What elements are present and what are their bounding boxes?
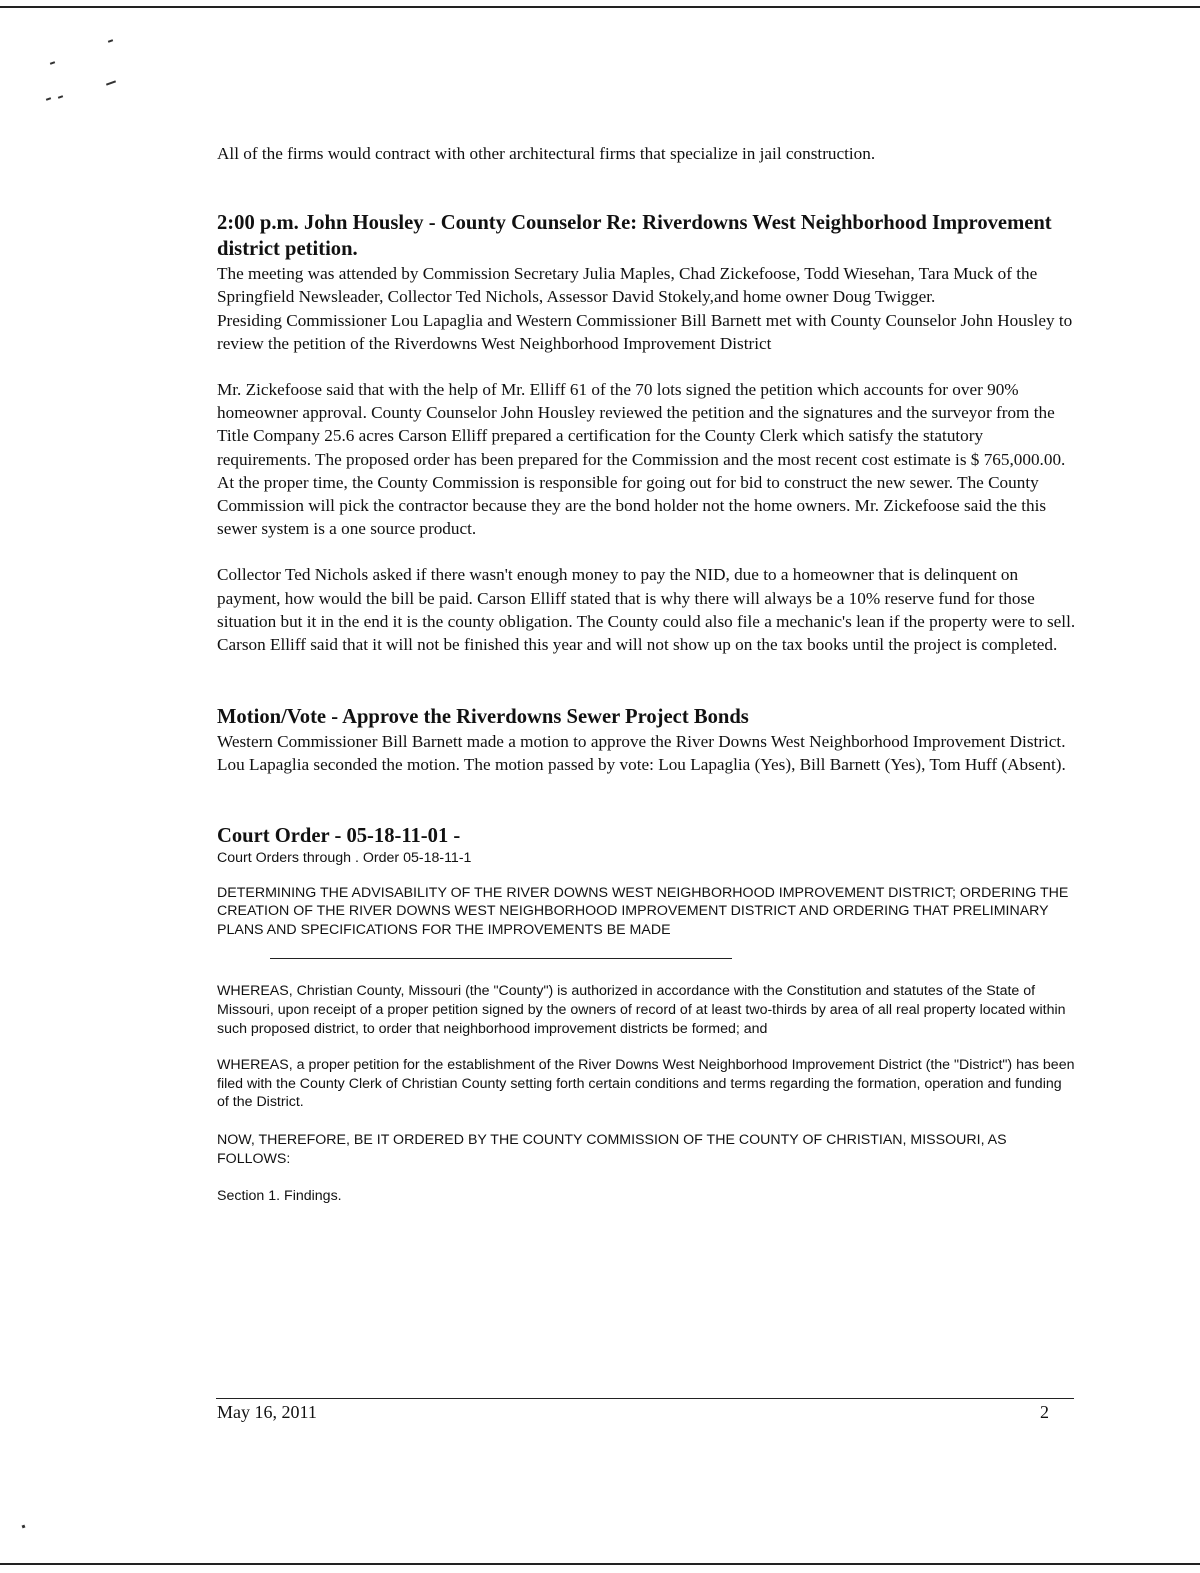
footer-date: May 16, 2011 xyxy=(217,1402,317,1422)
court-order-title: DETERMINING THE ADVISABILITY OF THE RIVER DOWNS WEST NEIGHBORHOOD IMPROVEMENT DISTRICT; ORDERING THE CREATION OF THE RIVER DOWNS WEST NEIGHBORHOOD IMPROVEMENT DISTRICT AND ORDERING THAT PRELIMINARY PLANS AND SPECIFICATIONS FOR THE IMPROVEMENTS BE MADE xyxy=(217,884,1069,938)
petition-paragraph: Mr. Zickefoose said that with the help of Mr. Elliff 61 of the 70 lots signed the petition which accounts for over 90% homeowner approval. County Counselor John Housley reviewed the petition and the signatures and the surveyor from the Title Company 25.6 acres Carson Elliff prepared a certification for the County Clerk which satisfy the statutory requirements. The proposed order has been prepared for the Commission and the most recent cost estimate is $ 765,000.00. At the proper time, the County Commission is responsible for going out for bid to construct the new sewer. The County Commission will pick the contractor because they are the bond holder not the home owners. Mr. Zickefoose said the this sewer system is a one source product. xyxy=(217,380,1066,539)
page-number: 2 xyxy=(1040,1402,1049,1422)
motion-paragraph: Western Commissioner Bill Barnett made a motion to approve the River Downs West Neighborhood Improvement District. Lou Lapaglia seconded the motion. The motion passed by vote: Lou Lapaglia (Yes), Bill Barnett (Yes), Tom Huff (Absent). xyxy=(217,732,1066,775)
document-body xyxy=(217,142,1077,1206)
whereas-authority-paragraph: WHEREAS, Christian County, Missouri (the "County") is authorized in accordance with the Constitution and statutes of the State of Missouri, upon receipt of a proper petition signed by the owners of record of at least two-thirds by area of all real property located within such proposed district, to order that neighborhood improvement districts be formed; and xyxy=(217,983,1066,1037)
scan-specks xyxy=(30,30,150,120)
court-order-heading: Court Order - 05-18-11-01 - xyxy=(217,824,461,847)
section-1-heading: Section 1. Findings. xyxy=(217,1188,342,1205)
purpose-paragraph: Presiding Commissioner Lou Lapaglia and Western Commissioner Bill Barnett met with County Counselor John Housley to review the petition of the Riverdowns West Neighborhood Improvement District xyxy=(217,310,1073,353)
collector-paragraph: Collector Ted Nichols asked if there wasn't enough money to pay the NID, due to a homeowner that is delinquent on payment, how would the bill be paid. Carson Elliff stated that is why there will always be a 10% reserve fund for those situation but it in the end it is the county obligation. The County could also file a mechanic's lean if the property were to sell. xyxy=(217,565,1076,631)
housley-heading: 2:00 p.m. John Housley - County Counselor Re: Riverdowns West Neighborhood Improvement district petition. xyxy=(217,212,1052,261)
whereas-petition-paragraph: WHEREAS, a proper petition for the establishment of the River Downs West Neighborhood Improvement District (the "District") has been filed with the County Clerk of Christian County setting forth certain conditions and terms regarding the formation, operation and funding of the District. xyxy=(217,1057,1075,1111)
attendance-paragraph: The meeting was attended by Commission Secretary Julia Maples, Chad Zickefoose, Todd Wiesehan, Tara Muck of the Springfield Newsleader, Collector Ted Nichols, Assessor David Stokely,and home owner Doug Twigger. xyxy=(217,264,1038,307)
footer-rule xyxy=(216,1398,1074,1399)
scan-bottom-edge xyxy=(0,1563,1200,1573)
ordered-paragraph: NOW, THEREFORE, BE IT ORDERED BY THE COUNTY COMMISSION OF THE COUNTY OF CHRISTIAN, MISSOURI, AS FOLLOWS: xyxy=(217,1132,1007,1167)
intro-paragraph: All of the firms would contract with other architectural firms that specialize in jail construction. xyxy=(217,144,876,163)
tax-books-paragraph: Carson Elliff said that it will not be finished this year and will not show up on the tax books until the project is completed. xyxy=(217,635,1058,655)
motion-heading: Motion/Vote - Approve the Riverdowns Sewer Project Bonds xyxy=(217,706,749,729)
title-divider xyxy=(270,958,732,959)
scan-top-edge xyxy=(0,0,1200,8)
scan-speck-bottom xyxy=(22,1525,26,1529)
court-order-subline: Court Orders through . Order 05-18-11-1 xyxy=(217,849,472,866)
